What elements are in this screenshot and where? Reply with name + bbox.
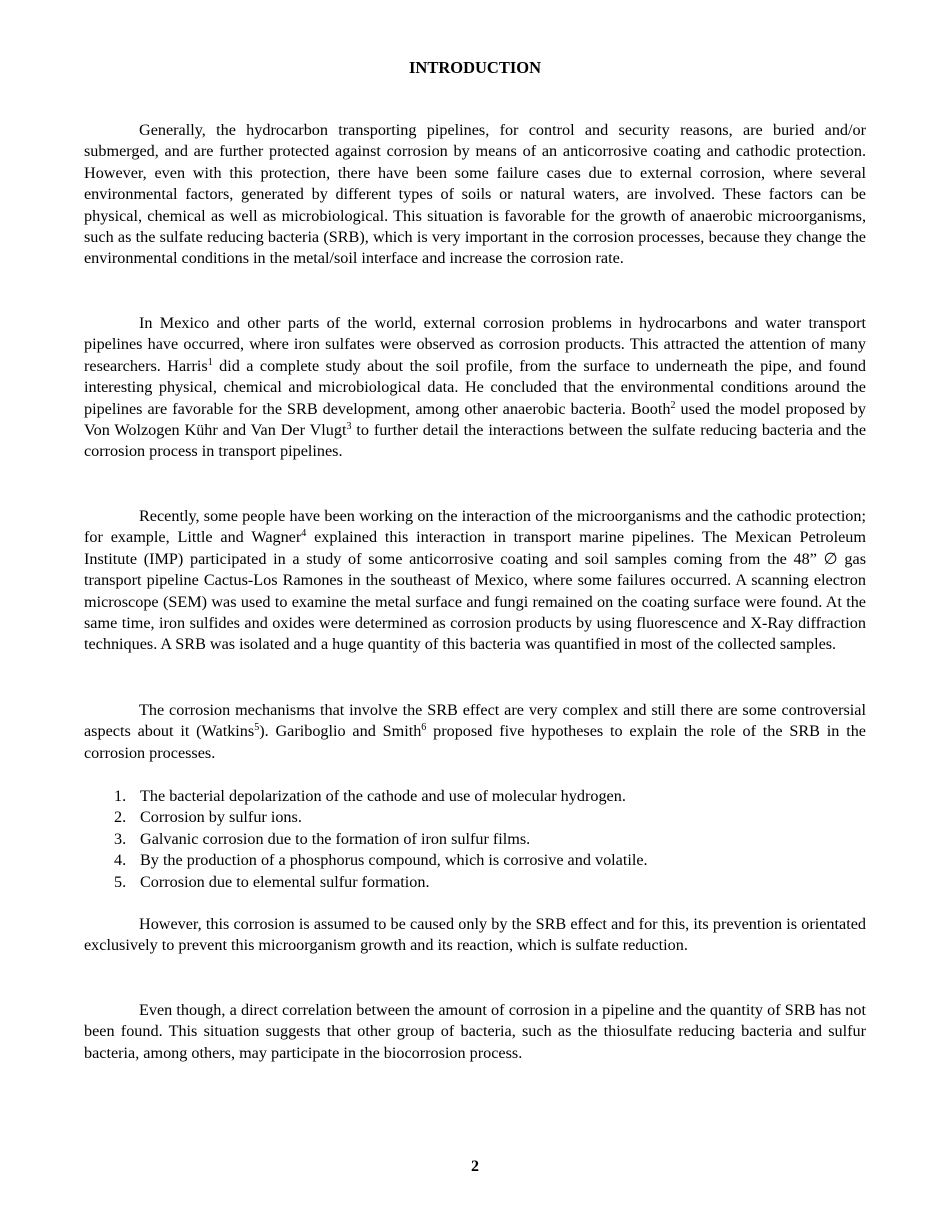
list-item: 1. The bacterial depolarization of the cathode and use of molecular hydrogen. — [114, 787, 626, 805]
paragraph-1 — [84, 120, 866, 270]
list-item: 3. Galvanic corrosion due to the formation of iron sulfur films. — [114, 829, 531, 848]
list-item: 2. Corrosion by sulfur ions. — [114, 808, 302, 827]
paragraph-2 — [84, 313, 866, 463]
paragraph-text: explained this interaction in transport marine pipelines. The Mexican Petroleum Institute (IMP) participated in a study of some anticorrosive coating and soil samples coming from the 48” ∅ gas transport pipeline Cactus-Los Ramones in the southeast of Mexico, where some failures occurred. A scanning electron microscope (SEM) was used to examine the metal surface and fungi remained on the coating surface were found. At the same time, iron sulfides and oxides were determined as corrosion products by using fluorescence and X-Ray diffraction techniques. A SRB was isolated and a huge quantity of this bacteria was quantified in most of the collected samples. — [84, 528, 866, 654]
citation-5: 5 — [254, 722, 260, 734]
paragraph-5 — [84, 914, 866, 957]
list-item: 4. By the production of a phosphorus compound, which is corrosive and volatile. — [114, 851, 648, 870]
paragraph-6 — [84, 1000, 866, 1064]
citation-6: 6 — [421, 722, 427, 734]
section-heading: INTRODUCTION — [408, 58, 542, 77]
citation-3: 3 — [346, 421, 352, 433]
paragraph-text: ). Gariboglio and Smith — [259, 722, 422, 741]
paragraph-text: Recently, some people have been working on the interaction of the microorganisms and the cathodic protection; for example, Little and Wagner — [84, 507, 866, 547]
citation-1: 1 — [207, 356, 213, 368]
paragraph-4 — [84, 700, 866, 764]
citation-2: 2 — [670, 399, 676, 411]
paragraph-text: The corrosion mechanisms that involve the SRB effect are very complex and still there are some controversial aspects about it (Watkins — [84, 701, 866, 741]
list-item: 5. Corrosion due to elemental sulfur formation. — [114, 872, 430, 891]
citation-4: 4 — [301, 528, 307, 540]
paragraph-text: to further detail the interactions between the sulfate reducing bacteria and the corrosion process in transport pipelines. — [84, 421, 866, 461]
paragraph-text: Even though, a direct correlation between the amount of corrosion in a pipeline and the quantity of SRB has not been found. This situation suggests that other group of bacteria, such as the thiosulfate reducing bacteria and sulfur bacteria, among others, may participate in the biocorrosion process. — [84, 1001, 866, 1062]
hypotheses-list — [84, 786, 866, 893]
page-number: 2 — [471, 1158, 479, 1175]
paragraph-text: did a complete study about the soil profile, from the surface to underneath the pipe, and found interesting physical, chemical and microbiological data. He concluded that the environmental conditions around the pipelines are favorable for the SRB development, among other anaerobic bacteria. Booth — [84, 356, 866, 418]
paragraph-text: used the model proposed by Von Wolzogen Kühr and Van Der Vlugt — [84, 399, 866, 440]
paragraph-3 — [84, 506, 866, 656]
paragraph-text: Generally, the hydrocarbon transporting pipelines, for control and security reasons, are buried and/or submerged, and are further protected against corrosion by means of an anticorrosive coating and cathodic protection. However, even with this protection, there have been some failure cases due to external corrosion, where several environmental factors, generated by different types of soils or natural waters, are involved. These factors can be physical, chemical as well as microbiological. This situation is favorable for the growth of anaerobic microorganisms, such as the sulfate reducing bacteria (SRB), which is very important in the corrosion processes, because they change the environmental conditions in the metal/soil interface and increase the corrosion rate. — [84, 121, 866, 268]
paragraph-text: In Mexico and other parts of the world, external corrosion problems in hydrocarbons and water transport pipelines have occurred, where iron sulfates were observed as corrosion products. This attracted the attention of many researchers. Harris — [84, 314, 866, 375]
paragraph-text: proposed five hypotheses to explain the role of the SRB in the corrosion processes. — [84, 722, 866, 762]
paragraph-text: However, this corrosion is assumed to be caused only by the SRB effect and for this, its prevention is orientated exclusively to prevent this microorganism growth and its reaction, which is sulfate reduction. — [84, 915, 866, 955]
